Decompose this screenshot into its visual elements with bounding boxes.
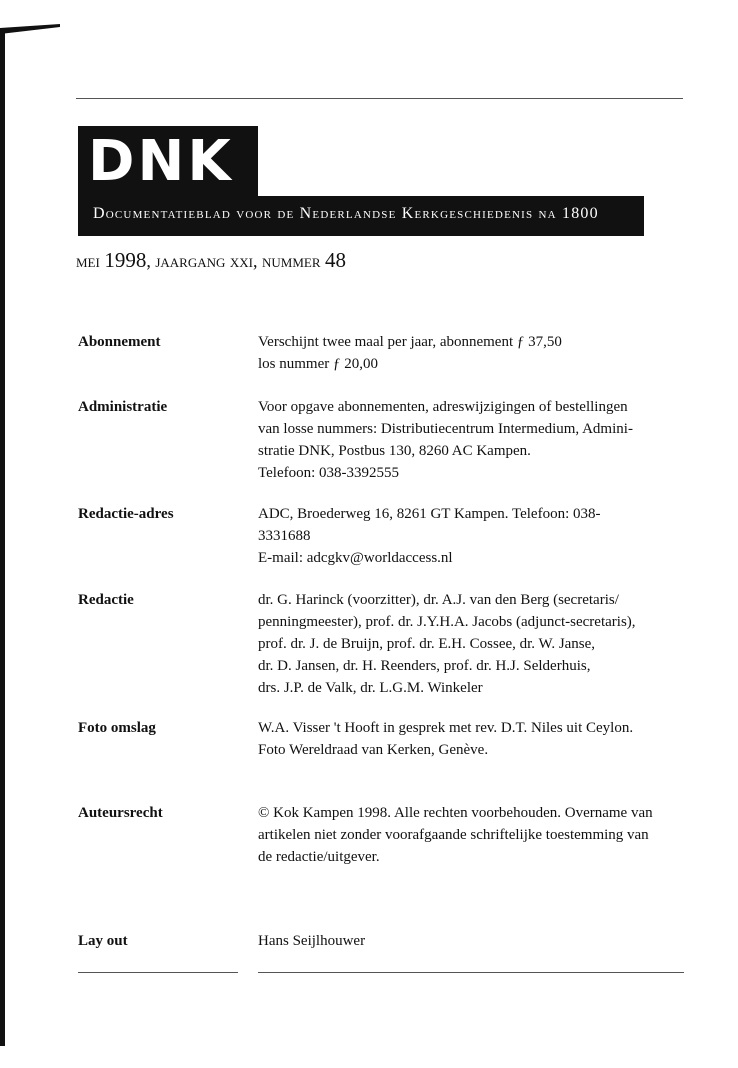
text-line: van losse nummers: Distributiecentrum Intermedium, Admini- (258, 421, 633, 437)
text-line: E-mail: adcgkv@worldaccess.nl (258, 550, 453, 566)
text-line: dr. G. Harinck (voorzitter), dr. A.J. van den Berg (secretaris/ (258, 592, 619, 608)
bottom-rule-right (258, 972, 684, 973)
text-line: W.A. Visser 't Hooft in gesprek met rev. D.T. Niles uit Ceylon. (258, 720, 634, 736)
text-line: de redactie/uitgever. (258, 849, 380, 865)
text-line: 3331688 (258, 528, 311, 544)
text-foto-omslag (258, 717, 694, 761)
text-lay-out (258, 930, 694, 952)
text-line: dr. D. Jansen, dr. H. Reenders, prof. dr. H.J. Selderhuis, (258, 658, 591, 674)
text-line: Foto Wereldraad van Kerken, Genève. (258, 742, 489, 758)
text-line: stratie DNK, Postbus 130, 8260 AC Kampen. (258, 443, 531, 459)
label-auteursrecht: Auteursrecht (78, 805, 163, 821)
label-lay-out: Lay out (78, 933, 128, 949)
issue-line (76, 248, 346, 273)
label-redactie-adres: Redactie-adres (78, 506, 174, 522)
text-line: Telefoon: 038-3392555 (258, 465, 400, 481)
text-administratie (258, 396, 694, 484)
text-line: drs. J.P. de Valk, dr. L.G.M. Winkeler (258, 680, 483, 696)
text-auteursrecht (258, 802, 694, 868)
bottom-rule-left (78, 972, 238, 973)
text-abonnement (258, 331, 694, 375)
masthead-subtitle: Documentatieblad voor de Nederlandse Kerkgeschiedenis na 1800 (93, 205, 599, 222)
text-line: Hans Seijlhouwer (258, 933, 366, 949)
text-line: © Kok Kampen 1998. Alle rechten voorbehouden. Overname van (258, 805, 653, 821)
text-redactie (258, 589, 694, 699)
scan-edge-top (0, 24, 60, 34)
scan-edge-left (0, 30, 5, 1046)
label-administratie: Administratie (78, 399, 168, 415)
text-line: penningmeester), prof. dr. J.Y.H.A. Jacobs (adjunct-secretaris), (258, 614, 636, 630)
logo-dnk: DNK (88, 129, 234, 194)
label-abonnement: Abonnement (78, 334, 161, 350)
issue-volume: , jaargang xxi, nummer (146, 251, 326, 271)
top-rule (76, 98, 683, 99)
label-redactie: Redactie (78, 592, 134, 608)
text-redactie-adres (258, 503, 694, 569)
text-line: Verschijnt twee maal per jaar, abonnement ƒ 37,50 (258, 334, 562, 350)
issue-month: mei (76, 251, 105, 271)
issue-year: 1998 (104, 248, 147, 272)
text-line: prof. dr. J. de Bruijn, prof. dr. E.H. Cossee, dr. W. Janse, (258, 636, 596, 652)
text-line: Voor opgave abonnementen, adreswijzigingen of bestellingen (258, 399, 628, 415)
text-line: ADC, Broederweg 16, 8261 GT Kampen. Telefoon: 038- (258, 506, 601, 522)
text-line: artikelen niet zonder voorafgaande schriftelijke toestemming van (258, 827, 649, 843)
label-foto-omslag: Foto omslag (78, 720, 156, 736)
text-line: los nummer ƒ 20,00 (258, 356, 378, 372)
issue-number: 48 (325, 248, 347, 272)
